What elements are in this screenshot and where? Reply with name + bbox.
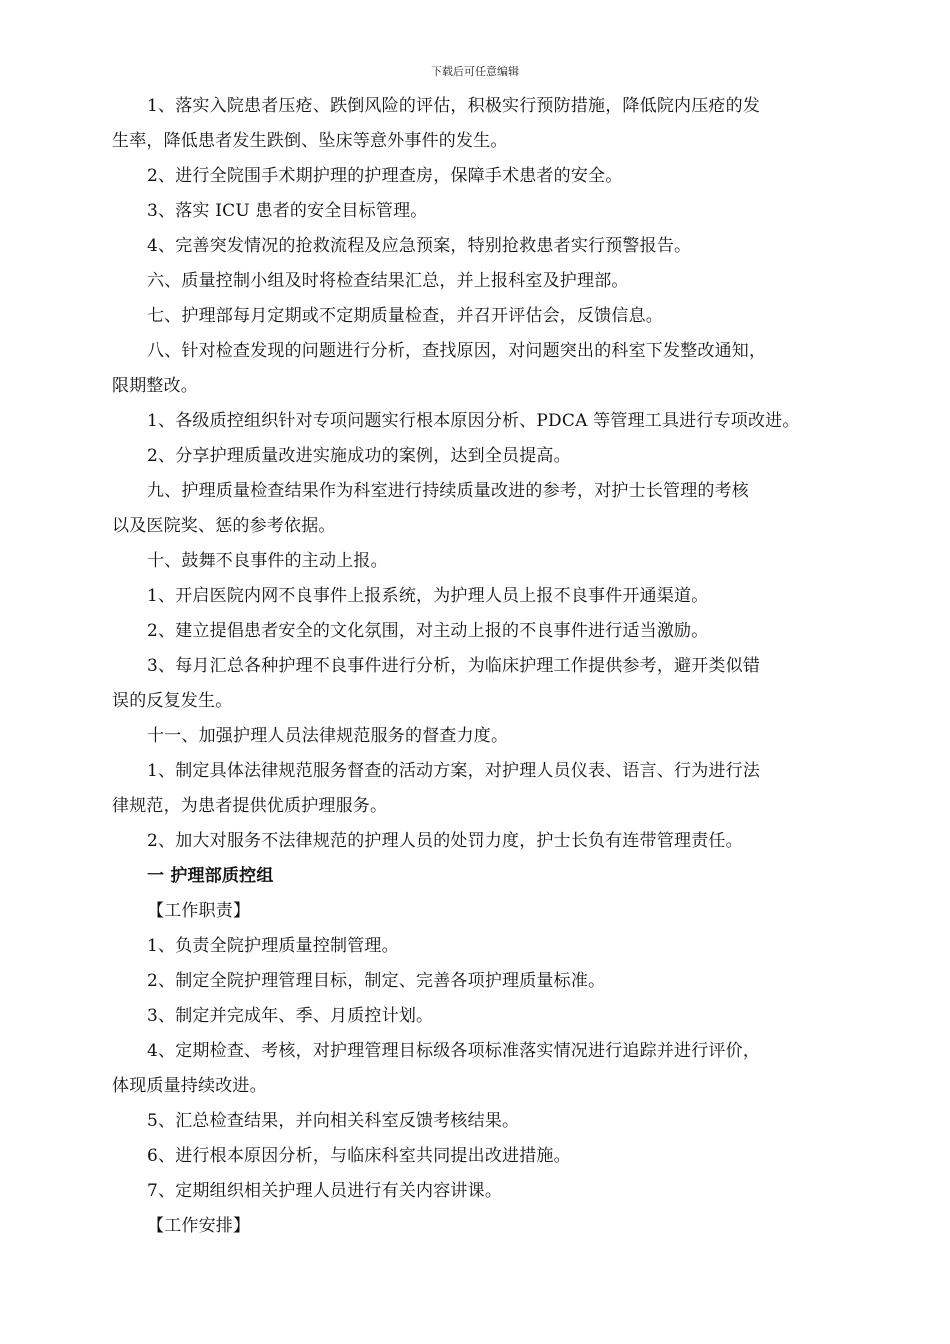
paragraph-line: 1、各级质控组织针对专项问题实行根本原因分析、PDCA 等管理工具进行专项改进。 <box>147 411 800 431</box>
paragraph-line: 1、开启医院内网不良事件上报系统，为护理人员上报不良事件开通渠道。 <box>147 586 709 606</box>
paragraph-line: 十、鼓舞不良事件的主动上报。 <box>147 551 388 571</box>
paragraph-line: 2、分享护理质量改进实施成功的案例，达到全员提高。 <box>147 446 571 466</box>
document-body <box>112 96 852 1251</box>
paragraph-line: 1、落实入院患者压疮、跌倒风险的评估，积极实行预防措施，降低院内压疮的发 <box>147 96 761 116</box>
page-header: 下载后可任意编辑 <box>431 65 519 78</box>
paragraph-line: 1、制定具体法律规范服务督查的活动方案，对护理人员仪表、语言、行为进行法 <box>147 761 761 781</box>
paragraph-line: 1、负责全院护理质量控制管理。 <box>147 936 399 956</box>
paragraph-line: 3、制定并完成年、季、月质控计划。 <box>147 1006 434 1026</box>
section-heading: 一 护理部质控组 <box>147 866 274 886</box>
paragraph-line: 七、护理部每月定期或不定期质量检查，并召开评估会，反馈信息。 <box>147 306 663 326</box>
paragraph-line: 律规范，为患者提供优质护理服务。 <box>112 796 388 816</box>
paragraph-line: 以及医院奖、惩的参考依据。 <box>112 516 336 536</box>
paragraph-line: 5、汇总检查结果，并向相关科室反馈考核结果。 <box>147 1111 520 1131</box>
paragraph-line: 生率，降低患者发生跌倒、坠床等意外事件的发生。 <box>112 131 508 151</box>
paragraph-line: 3、落实 ICU 患者的安全目标管理。 <box>147 201 428 221</box>
paragraph-line: 7、定期组织相关护理人员进行有关内容讲课。 <box>147 1181 503 1201</box>
paragraph-line: 六、质量控制小组及时将检查结果汇总，并上报科室及护理部。 <box>147 271 629 291</box>
paragraph-line: 4、定期检查、考核，对护理管理目标级各项标准落实情况进行追踪并进行评价， <box>147 1041 761 1061</box>
paragraph-line: 八、针对检查发现的问题进行分析，查找原因，对问题突出的科室下发整改通知， <box>147 341 767 361</box>
paragraph-line: 体现质量持续改进。 <box>112 1076 267 1096</box>
paragraph-line: 2、进行全院围手术期护理的护理查房，保障手术患者的安全。 <box>147 166 623 186</box>
paragraph-line: 九、护理质量检查结果作为科室进行持续质量改进的参考，对护士长管理的考核 <box>147 481 749 501</box>
paragraph-line: 2、建立提倡患者安全的文化氛围，对主动上报的不良事件进行适当激励。 <box>147 621 709 641</box>
paragraph-line: 2、制定全院护理管理目标，制定、完善各项护理质量标准。 <box>147 971 606 991</box>
paragraph-line: 【工作职责】 <box>147 901 251 921</box>
paragraph-line: 4、完善突发情况的抢救流程及应急预案，特别抢救患者实行预警报告。 <box>147 236 692 256</box>
paragraph-line: 限期整改。 <box>112 376 198 396</box>
paragraph-line: 【工作安排】 <box>147 1216 251 1236</box>
paragraph-line: 误的反复发生。 <box>112 691 233 711</box>
paragraph-line: 6、进行根本原因分析，与临床科室共同提出改进措施。 <box>147 1146 571 1166</box>
paragraph-line: 十一、加强护理人员法律规范服务的督查力度。 <box>147 726 509 746</box>
paragraph-line: 2、加大对服务不法律规范的护理人员的处罚力度，护士长负有连带管理责任。 <box>147 831 743 851</box>
paragraph-line: 3、每月汇总各种护理不良事件进行分析，为临床护理工作提供参考，避开类似错 <box>147 656 761 676</box>
